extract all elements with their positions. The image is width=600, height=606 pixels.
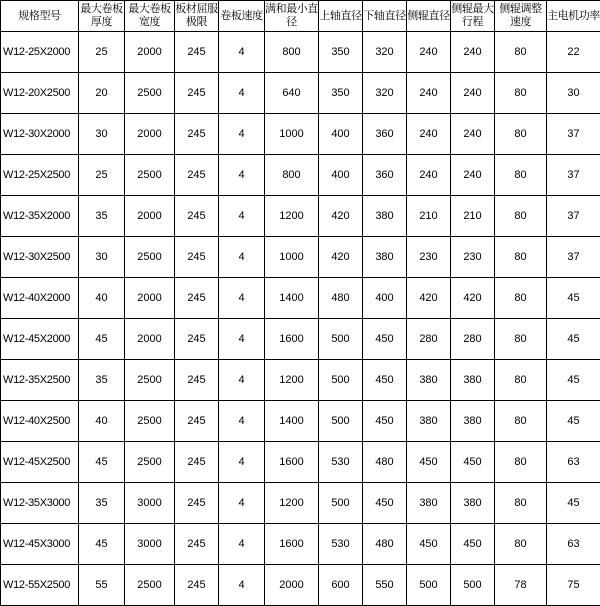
cell-value: 80 [495, 442, 547, 483]
cell-value: 4 [219, 237, 265, 278]
cell-model: W12-35X2000 [1, 196, 79, 237]
column-header-side-roll-diameter: 侧辊直径 [407, 1, 451, 32]
cell-value: 380 [407, 360, 451, 401]
cell-value: 80 [495, 524, 547, 565]
cell-value: 80 [495, 155, 547, 196]
cell-value: 2500 [125, 442, 175, 483]
cell-value: 280 [407, 319, 451, 360]
cell-value: 1600 [265, 442, 319, 483]
cell-value: 22 [547, 32, 600, 73]
cell-value: 80 [495, 278, 547, 319]
column-header-upper-shaft-diameter: 上轴直径 [319, 1, 363, 32]
cell-value: 240 [451, 32, 495, 73]
cell-model: W12-40X2500 [1, 401, 79, 442]
column-header-max-width: 最大卷板宽度 [125, 1, 175, 32]
cell-value: 450 [363, 401, 407, 442]
table-header [1, 1, 600, 32]
cell-value: 4 [219, 401, 265, 442]
cell-value: 800 [265, 32, 319, 73]
cell-value: 245 [175, 319, 219, 360]
cell-value: 4 [219, 442, 265, 483]
table-row [1, 401, 600, 442]
cell-value: 245 [175, 196, 219, 237]
cell-value: 78 [495, 565, 547, 606]
cell-value: 2500 [125, 237, 175, 278]
cell-value: 240 [407, 32, 451, 73]
cell-value: 240 [407, 114, 451, 155]
cell-value: 380 [451, 483, 495, 524]
cell-value: 480 [363, 524, 407, 565]
cell-value: 35 [79, 360, 125, 401]
cell-value: 530 [319, 442, 363, 483]
cell-value: 1200 [265, 483, 319, 524]
cell-value: 1200 [265, 360, 319, 401]
cell-value: 500 [319, 319, 363, 360]
cell-value: 75 [547, 565, 600, 606]
cell-value: 350 [319, 73, 363, 114]
table-row [1, 565, 600, 606]
cell-value: 2000 [125, 114, 175, 155]
cell-value: 40 [79, 278, 125, 319]
cell-value: 30 [79, 237, 125, 278]
cell-value: 37 [547, 155, 600, 196]
column-header-side-roll-adjust-speed: 侧辊调整速度 [495, 1, 547, 32]
cell-value: 2000 [125, 196, 175, 237]
cell-value: 245 [175, 360, 219, 401]
cell-value: 1200 [265, 196, 319, 237]
cell-value: 320 [363, 73, 407, 114]
cell-value: 240 [407, 73, 451, 114]
cell-model: W12-20X2500 [1, 73, 79, 114]
cell-value: 360 [363, 155, 407, 196]
cell-value: 4 [219, 483, 265, 524]
cell-value: 80 [495, 32, 547, 73]
cell-value: 380 [363, 196, 407, 237]
cell-value: 420 [407, 278, 451, 319]
cell-model: W12-25X2000 [1, 32, 79, 73]
cell-value: 210 [407, 196, 451, 237]
cell-value: 240 [407, 155, 451, 196]
cell-value: 20 [79, 73, 125, 114]
cell-value: 35 [79, 196, 125, 237]
cell-value: 3000 [125, 483, 175, 524]
column-header-motor-power: 主电机功率 [547, 1, 600, 32]
cell-value: 45 [547, 319, 600, 360]
cell-value: 4 [219, 32, 265, 73]
cell-value: 245 [175, 73, 219, 114]
cell-value: 45 [79, 319, 125, 360]
cell-value: 380 [451, 401, 495, 442]
cell-value: 4 [219, 319, 265, 360]
cell-value: 30 [79, 114, 125, 155]
cell-value: 245 [175, 237, 219, 278]
cell-value: 400 [319, 114, 363, 155]
cell-value: 35 [79, 483, 125, 524]
column-header-yield-limit: 板材屈服极限 [175, 1, 219, 32]
cell-value: 45 [79, 442, 125, 483]
table-row [1, 483, 600, 524]
cell-value: 240 [451, 114, 495, 155]
cell-model: W12-45X2500 [1, 442, 79, 483]
cell-value: 2000 [125, 319, 175, 360]
cell-model: W12-25X2500 [1, 155, 79, 196]
cell-value: 600 [319, 565, 363, 606]
cell-model: W12-35X3000 [1, 483, 79, 524]
cell-value: 500 [407, 565, 451, 606]
cell-value: 380 [407, 401, 451, 442]
table-row [1, 73, 600, 114]
cell-value: 30 [547, 73, 600, 114]
cell-value: 400 [319, 155, 363, 196]
cell-model: W12-30X2500 [1, 237, 79, 278]
column-header-model: 规格型号 [1, 1, 79, 32]
cell-value: 245 [175, 565, 219, 606]
cell-value: 450 [451, 524, 495, 565]
cell-value: 1400 [265, 401, 319, 442]
cell-value: 4 [219, 114, 265, 155]
cell-value: 45 [547, 278, 600, 319]
cell-value: 80 [495, 73, 547, 114]
cell-value: 2500 [125, 73, 175, 114]
cell-value: 500 [451, 565, 495, 606]
cell-value: 80 [495, 114, 547, 155]
cell-value: 1600 [265, 319, 319, 360]
cell-value: 480 [319, 278, 363, 319]
cell-value: 80 [495, 319, 547, 360]
cell-value: 500 [319, 401, 363, 442]
cell-value: 4 [219, 278, 265, 319]
table-row [1, 524, 600, 565]
cell-value: 63 [547, 442, 600, 483]
cell-value: 320 [363, 32, 407, 73]
cell-value: 2000 [265, 565, 319, 606]
column-header-min-diameter: 满和最小直径 [265, 1, 319, 32]
cell-model: W12-55X2500 [1, 565, 79, 606]
cell-value: 80 [495, 237, 547, 278]
cell-value: 500 [319, 483, 363, 524]
cell-value: 45 [547, 401, 600, 442]
cell-model: W12-30X2000 [1, 114, 79, 155]
cell-value: 360 [363, 114, 407, 155]
cell-value: 45 [547, 360, 600, 401]
cell-value: 2500 [125, 360, 175, 401]
cell-value: 380 [407, 483, 451, 524]
cell-value: 4 [219, 360, 265, 401]
cell-value: 240 [451, 73, 495, 114]
cell-value: 245 [175, 483, 219, 524]
cell-value: 4 [219, 565, 265, 606]
cell-value: 80 [495, 196, 547, 237]
cell-value: 2000 [125, 278, 175, 319]
cell-value: 55 [79, 565, 125, 606]
cell-value: 500 [319, 360, 363, 401]
cell-value: 37 [547, 196, 600, 237]
cell-value: 230 [407, 237, 451, 278]
cell-value: 450 [407, 524, 451, 565]
cell-value: 4 [219, 73, 265, 114]
cell-value: 37 [547, 237, 600, 278]
table-row [1, 237, 600, 278]
cell-value: 230 [451, 237, 495, 278]
cell-value: 80 [495, 401, 547, 442]
column-header-max-thickness: 最大卷板厚度 [79, 1, 125, 32]
cell-value: 1400 [265, 278, 319, 319]
cell-value: 400 [363, 278, 407, 319]
cell-value: 380 [363, 237, 407, 278]
cell-value: 480 [363, 442, 407, 483]
cell-value: 40 [79, 401, 125, 442]
column-header-roll-speed: 卷板速度 [219, 1, 265, 32]
cell-value: 420 [319, 237, 363, 278]
cell-value: 800 [265, 155, 319, 196]
cell-model: W12-45X2000 [1, 319, 79, 360]
cell-model: W12-35X2500 [1, 360, 79, 401]
cell-value: 37 [547, 114, 600, 155]
cell-value: 550 [363, 565, 407, 606]
cell-value: 450 [407, 442, 451, 483]
cell-value: 4 [219, 196, 265, 237]
cell-value: 25 [79, 155, 125, 196]
cell-value: 420 [319, 196, 363, 237]
cell-value: 4 [219, 155, 265, 196]
cell-value: 80 [495, 360, 547, 401]
table-header-row [1, 1, 600, 32]
column-header-lower-shaft-diameter: 下轴直径 [363, 1, 407, 32]
cell-value: 530 [319, 524, 363, 565]
cell-value: 450 [363, 319, 407, 360]
cell-value: 80 [495, 483, 547, 524]
column-header-side-roll-max-travel: 侧辊最大行程 [451, 1, 495, 32]
cell-value: 450 [363, 483, 407, 524]
cell-model: W12-40X2000 [1, 278, 79, 319]
cell-value: 450 [451, 442, 495, 483]
cell-value: 240 [451, 155, 495, 196]
table-row [1, 278, 600, 319]
cell-value: 245 [175, 442, 219, 483]
table-body [1, 32, 600, 606]
cell-value: 280 [451, 319, 495, 360]
cell-value: 1000 [265, 114, 319, 155]
cell-value: 245 [175, 114, 219, 155]
cell-value: 2500 [125, 565, 175, 606]
cell-value: 45 [547, 483, 600, 524]
table-row [1, 360, 600, 401]
table-row [1, 114, 600, 155]
cell-value: 245 [175, 155, 219, 196]
table-row [1, 442, 600, 483]
cell-value: 1600 [265, 524, 319, 565]
cell-value: 245 [175, 401, 219, 442]
table-row [1, 319, 600, 360]
cell-value: 2000 [125, 32, 175, 73]
cell-value: 420 [451, 278, 495, 319]
cell-value: 380 [451, 360, 495, 401]
cell-value: 3000 [125, 524, 175, 565]
cell-value: 2500 [125, 155, 175, 196]
cell-value: 1000 [265, 237, 319, 278]
table-row [1, 155, 600, 196]
cell-value: 2500 [125, 401, 175, 442]
cell-value: 45 [79, 524, 125, 565]
cell-value: 245 [175, 32, 219, 73]
cell-value: 245 [175, 524, 219, 565]
cell-value: 4 [219, 524, 265, 565]
table-row [1, 32, 600, 73]
cell-value: 25 [79, 32, 125, 73]
cell-value: 245 [175, 278, 219, 319]
cell-value: 63 [547, 524, 600, 565]
cell-value: 450 [363, 360, 407, 401]
cell-value: 640 [265, 73, 319, 114]
cell-value: 210 [451, 196, 495, 237]
cell-model: W12-45X3000 [1, 524, 79, 565]
table-row [1, 196, 600, 237]
cell-value: 350 [319, 32, 363, 73]
